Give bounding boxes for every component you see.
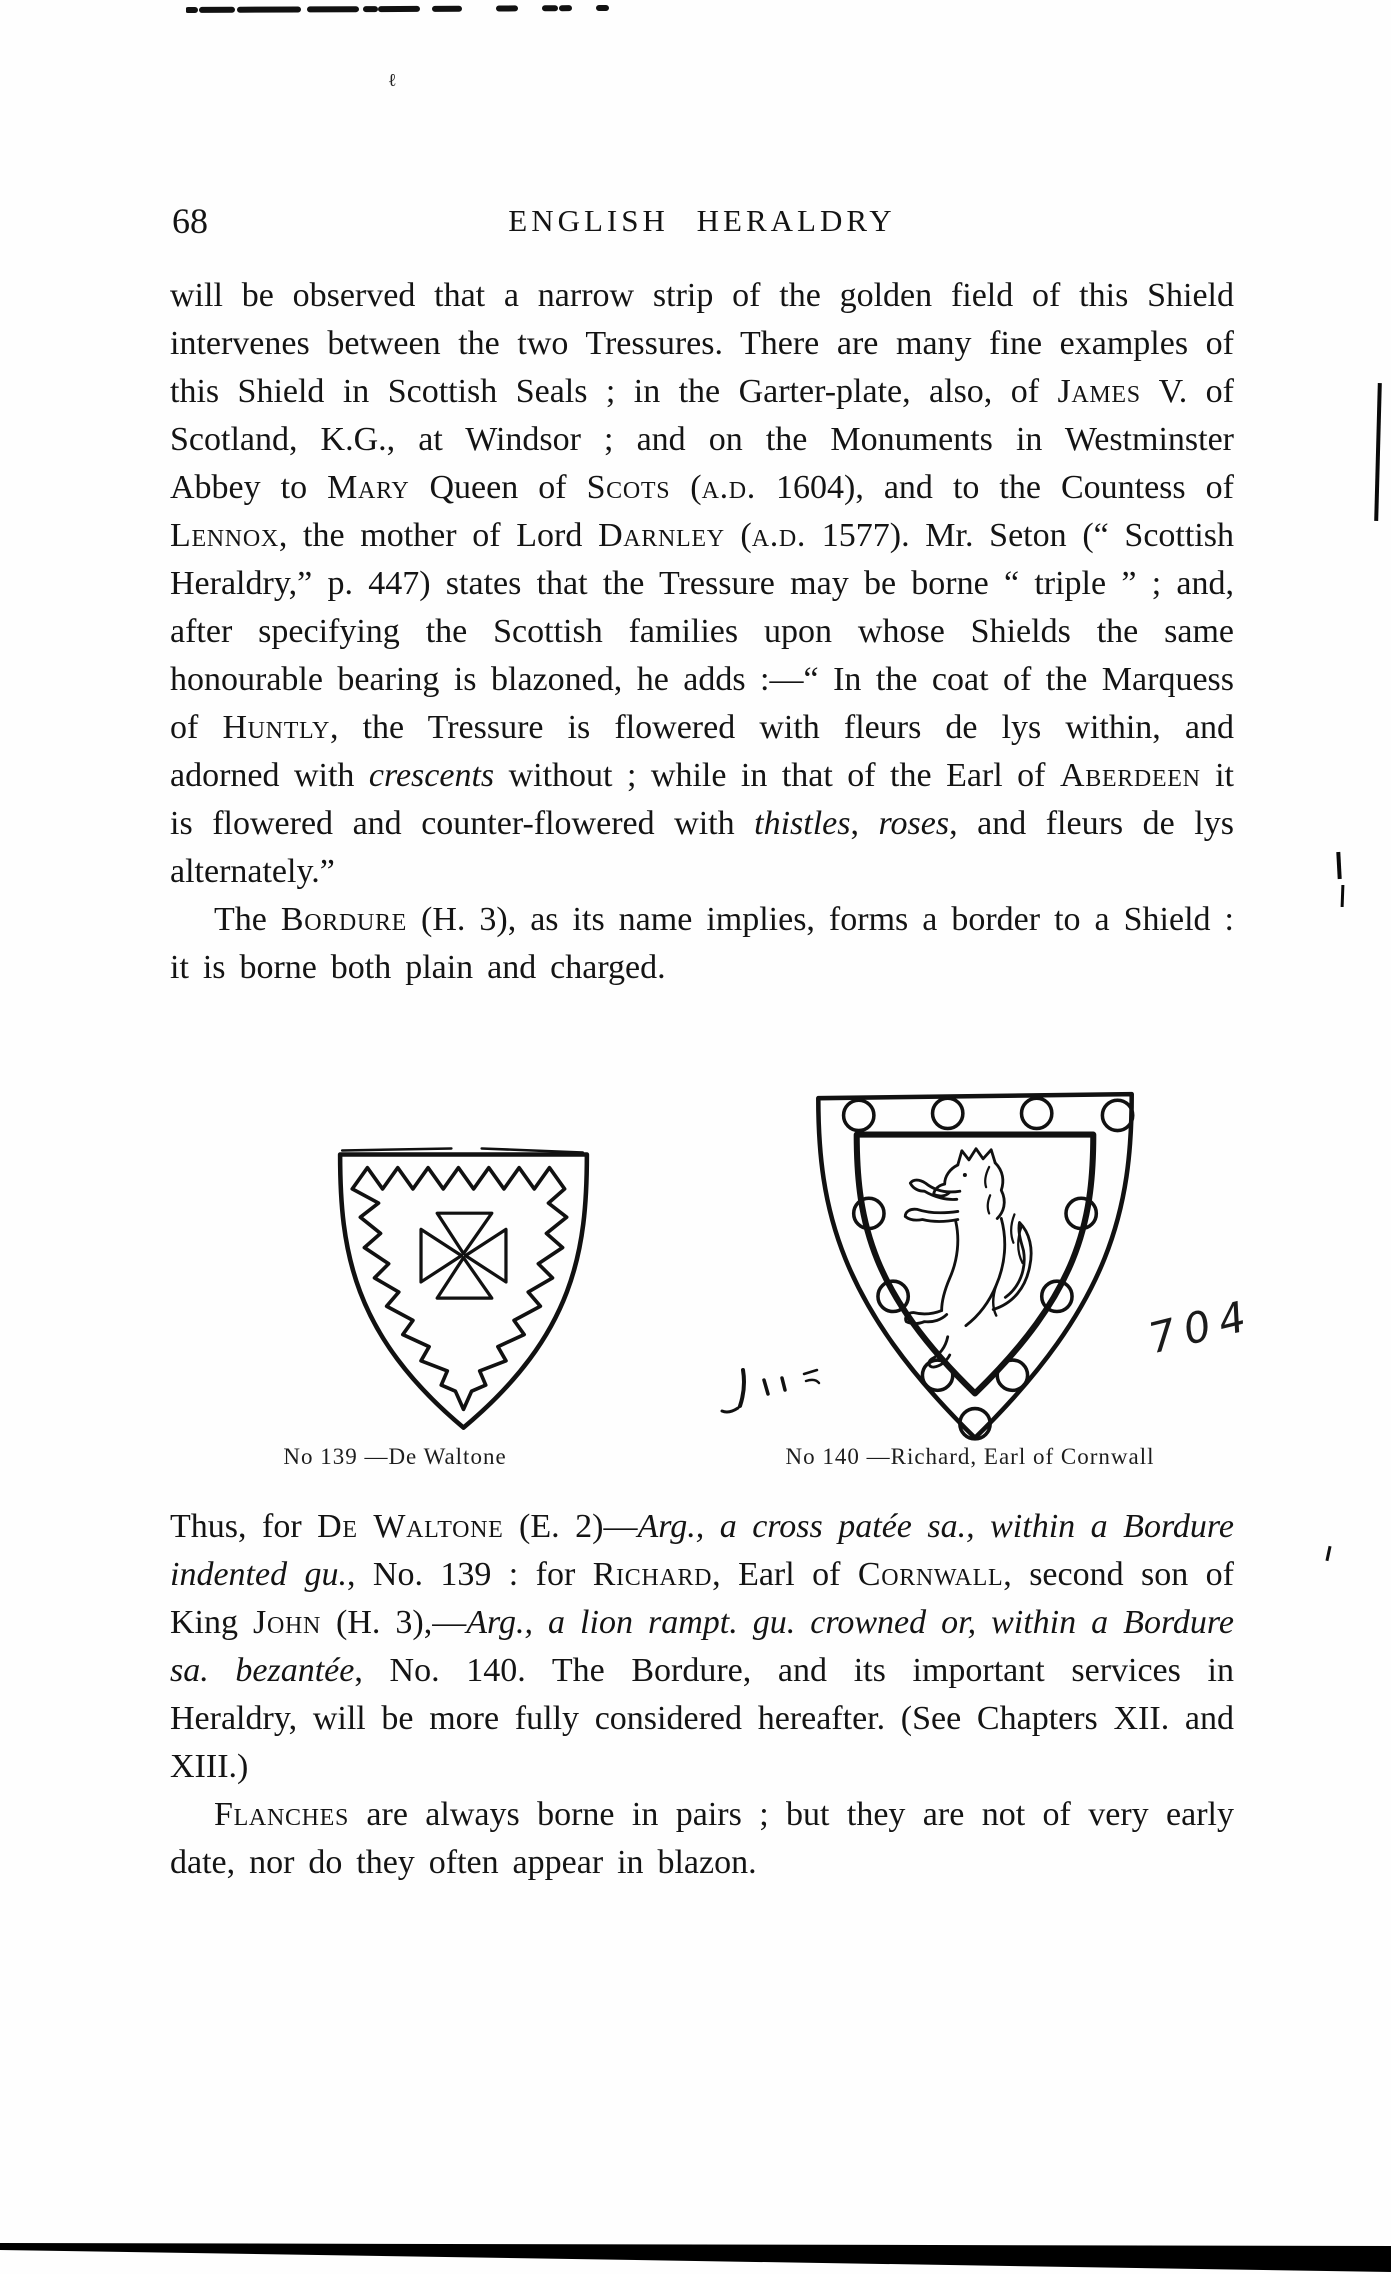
shield-figure-richard-cornwall: [806, 1080, 1144, 1448]
paragraph-tressure: will be observed that a narrow strip of the golden field of this Shield intervenes between the two Tressures. There are many fine examples of this Shield in Scottish Seals ; in the Garter-plate, also, of James V. of Scotland, K.G., at Windsor ; and on the Monuments in Westminster Abbey to Mary Queen of Scots (a.d. 1604), and to the Countess of Lennox, the mother of Lord Darnley (a.d. 1577). Mr. Seton (“ Scottish Heraldry,” p. 447) states that the Tressure may be borne “ triple ” ; and, after specifying the Scottish families upon whose Shields the same honourable bearing is blazoned, he adds :—“ In the coat of the Marquess of Huntly, the Tressure is flowered with fleurs de lys within, and adorned with crescents without ; while in that of the Earl of Aberdeen it is flowered and counter-flowered with thistles, roses, and fleurs de lys alternately.”: [170, 277, 1234, 890]
figure-caption-140: No 140 —Richard, Earl of Cornwall: [785, 1444, 1155, 1469]
scan-scratch-line: [186, 2, 616, 18]
paragraph-flanches: Flanches are always borne in pairs ; but they are not of very early date, nor do they often appear in blazon.: [170, 1796, 1234, 1881]
ink-smudge: [716, 1364, 826, 1422]
page-number: 68: [172, 201, 208, 241]
text-block-upper: [170, 272, 1234, 992]
shield-figure-de-waltone: [330, 1140, 598, 1432]
page-header: [170, 200, 1234, 250]
running-title: ENGLISH HERALDRY: [508, 203, 896, 238]
cross-patee: [421, 1213, 506, 1298]
bordure-indented-zigzag: [352, 1168, 566, 1410]
bezants-circles: [844, 1098, 1133, 1439]
figure-caption-139: No 139 —De Waltone: [283, 1444, 507, 1469]
handwritten-number: 704: [1143, 1289, 1260, 1364]
margin-tick: [1325, 1546, 1331, 1561]
paragraph-bordure: The Bordure (H. 3), as its name implies, forms a border to a Shield : it is borne both plain and charged.: [170, 901, 1234, 986]
scan-speck: ℓ: [388, 70, 397, 90]
text-block-lower: [170, 1503, 1234, 1887]
margin-stroke: [1374, 383, 1382, 521]
paragraph-thus-for: Thus, for De Waltone (E. 2)—Arg., a cross patée sa., within a Bordure indented gu., No. 139 : for Richard, Earl of Cornwall, second son of King John (H. 3),—Arg., a lion rampt. gu. crowned or, within a Bordure sa. bezantée, No. 140. The Bordure, and its important services in Heraldry, will be more fully considered hereafter. (See Chapters XII. and XIII.): [170, 1508, 1234, 1785]
margin-stroke: [1341, 885, 1345, 907]
margin-stroke: [1336, 852, 1341, 879]
scan-gutter-shadow: [0, 2238, 1391, 2274]
